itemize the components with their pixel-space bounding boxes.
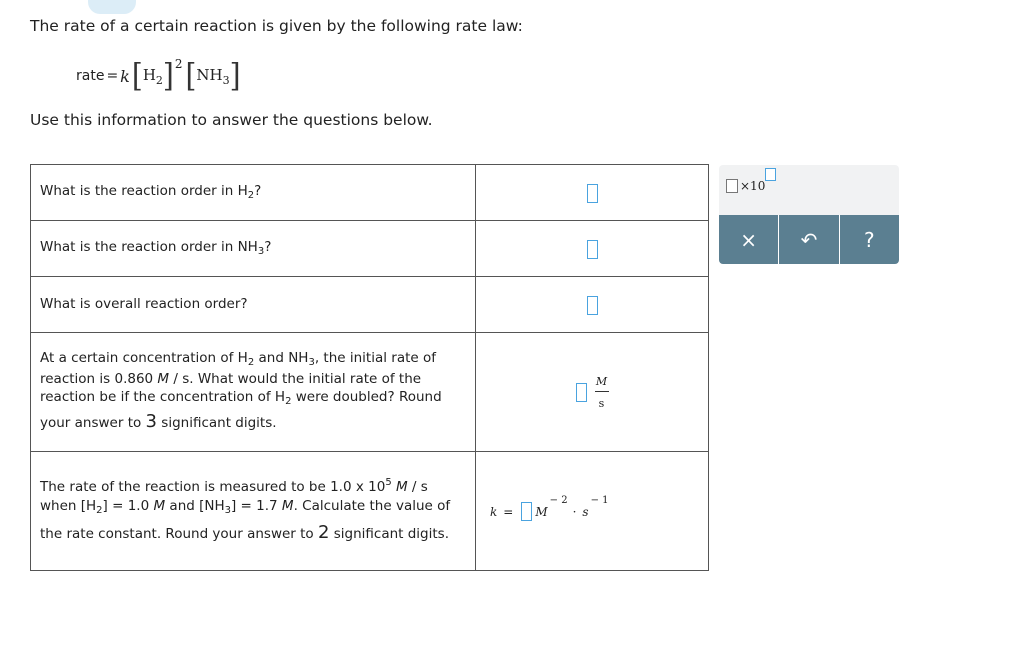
instructions-text: Use this information to answer the questions below.: [30, 111, 433, 129]
answer-cell-2: [476, 221, 709, 277]
right-bracket: ]: [162, 56, 174, 95]
equals-sign: =: [106, 68, 119, 84]
h2-exponent: 2: [174, 57, 183, 71]
clear-button[interactable]: [719, 215, 779, 264]
answer-input-overall-order[interactable]: [587, 296, 598, 315]
rate-word: rate: [76, 68, 105, 84]
answer-input-new-rate[interactable]: [576, 383, 587, 402]
intro-text: The rate of a certain reaction is given by the following rate law:: [30, 17, 523, 35]
answer-cell-3: [476, 277, 709, 333]
undo-button[interactable]: [779, 215, 839, 264]
scientific-notation-button[interactable]: ×10: [726, 179, 776, 193]
math-toolbox: [719, 165, 899, 264]
toolbox-actions: [719, 215, 899, 264]
undo-icon: ↶: [800, 227, 818, 252]
question-row-1: [31, 165, 709, 221]
rate-constant-symbol: k: [120, 66, 130, 86]
question-row-2: [31, 221, 709, 277]
question-text-3: What is overall reaction order?: [31, 277, 476, 333]
species-nh3: $NH_3$: [196, 65, 230, 87]
question-row-4: [31, 333, 709, 452]
unit-fraction: $\frac{M}{s}$: [595, 374, 608, 410]
rate-law-equation: [76, 58, 241, 94]
answer-input-order-h2[interactable]: [587, 184, 598, 203]
left-bracket: [: [185, 56, 197, 95]
answer-cell-4: [476, 333, 709, 452]
question-text-2: What is the reaction order in $NH_3$?: [31, 221, 476, 277]
question-text-4: At a certain concentration of $H_2$ and $NH_3$, the initial rate of reaction is 0.860 M / s. What would the initial rate of the reaction be if the concentration of $H_2$ were doubled? Round your answer to 3 significant digits.: [31, 333, 476, 452]
answer-cell-1: [476, 165, 709, 221]
answer-cell-5: [476, 452, 709, 571]
toolbox-palette: [719, 165, 899, 215]
left-bracket: [: [131, 56, 143, 95]
top-tab[interactable]: [88, 0, 136, 14]
question-row-3: [31, 277, 709, 333]
help-icon: ?: [864, 227, 875, 252]
mantissa-box: [726, 179, 738, 193]
answer-input-rate-constant[interactable]: [521, 502, 532, 521]
exponent-box: [765, 168, 776, 181]
questions-table: [30, 164, 709, 571]
close-icon: ×: [740, 227, 758, 252]
answer-input-order-nh3[interactable]: [587, 240, 598, 259]
question-text-5: The rate of the reaction is measured to be 1.0 x $10^5$ M / s when $[H_2] = 1.0$ M and $[NH_3] = 1.7$ M. Calculate the value of the rate constant. Round your answer to 2 significant digits.: [31, 452, 476, 571]
help-button[interactable]: [840, 215, 899, 264]
rate-constant-answer-group: k = M − 2 · s − 1: [490, 502, 610, 521]
question-row-5: [31, 452, 709, 571]
rate-answer-group: [576, 375, 609, 410]
question-text-1: What is the reaction order in $H_2$?: [31, 165, 476, 221]
species-h2: $H_2$: [142, 65, 163, 87]
right-bracket: ]: [229, 56, 241, 95]
